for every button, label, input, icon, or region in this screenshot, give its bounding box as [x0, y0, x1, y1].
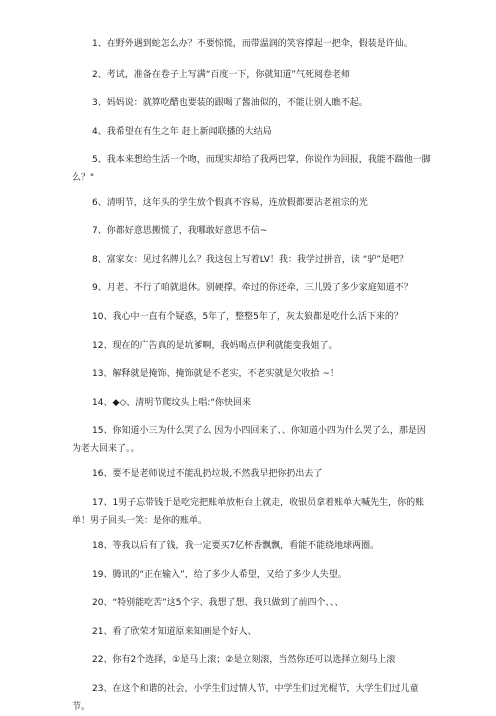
list-item: 19、腾讯的“正在输入”，给了多少人希望，又给了多少人失望。	[92, 570, 347, 580]
list-item: 15、你知道小三为什么哭了么 因为小四回来了、、你知道小四为什么哭了么，那是因为老大回来了。。	[72, 426, 426, 454]
list-item: 21、看了欣荣才知道原来知画是个好人、	[92, 627, 257, 637]
list-item: 2、考试，准备在卷子上写满“百度一下，你就知道”气死阅卷老师	[92, 70, 351, 80]
list-item: 12、现在的广告真的是坑爹啊，我妈喝点伊利就能变我姐了。	[92, 341, 338, 351]
list-item: 20、“特别能吃苦”这5个字、我想了想、我只做到了前四个、、、	[92, 598, 344, 608]
list-item: 14、◆◇、清明节爬坟头上唱:“你快回来	[92, 398, 251, 408]
list-item: 1、在野外遇到蛇怎么办？不要惊慌，而带温润的笑容撑起一把伞，假装是许仙。	[92, 39, 413, 49]
list-item: 13、解释就是掩饰、掩饰就是不老实，不老实就是欠收拾 ~！	[92, 369, 339, 379]
list-item: 16、要不是老师说过不能乱扔垃圾,不然我早把你扔出去了	[92, 469, 323, 479]
list-item: 5、我本来想给生活一个吻，而现实却给了我两巴掌，你说作为回报，我能不踹他一脚么？"	[72, 155, 431, 183]
list-item: 22、你有2个选择，①是马上滚；②是立刻滚，当然你还可以选择立刻马上滚	[92, 655, 396, 665]
list-item: 18、等我以后有了钱，我一定要买7亿杯香飘飘，看能不能绕地球两圈。	[92, 541, 380, 551]
list-item: 8、富家女：见过名牌儿么？我这包上写着LV！我：我学过拼音，读 “驴”是吧？	[92, 255, 409, 265]
list-item: 6、清明节，这年头的学生放个假真不容易，连放假都要沾老祖宗的光	[92, 198, 368, 208]
list-item: 9、月老、不行了咱就退休。别硬撑。牵过的你还牵，三儿毁了多少家庭知道不？	[92, 283, 413, 293]
list-item: 23、在这个和谐的社会，小学生们过情人节，中学生们过光棍节，大学生们过儿童节。	[72, 684, 419, 712]
list-item: 10、我心中一直有个疑惑，5年了，整整5年了，灰太狼都是吃什么活下来的？	[92, 312, 403, 322]
list-item: 3、妈妈说：就算吃醋也要装的跟喝了酱油似的，不能让别人瞧不起。	[92, 98, 368, 108]
list-item: 4、我希望在有生之年 赶上新闻联播的大结局	[92, 127, 272, 137]
list-item: 17、1男子忘带钱于是吃完把账单放柜台上就走，收银员拿着账单大喊先生，你的账单！男子回头一笑：是你的账单。	[72, 498, 425, 526]
list-item: 7、你都好意思搬慌了，我哪敢好意思不信~	[92, 226, 268, 236]
